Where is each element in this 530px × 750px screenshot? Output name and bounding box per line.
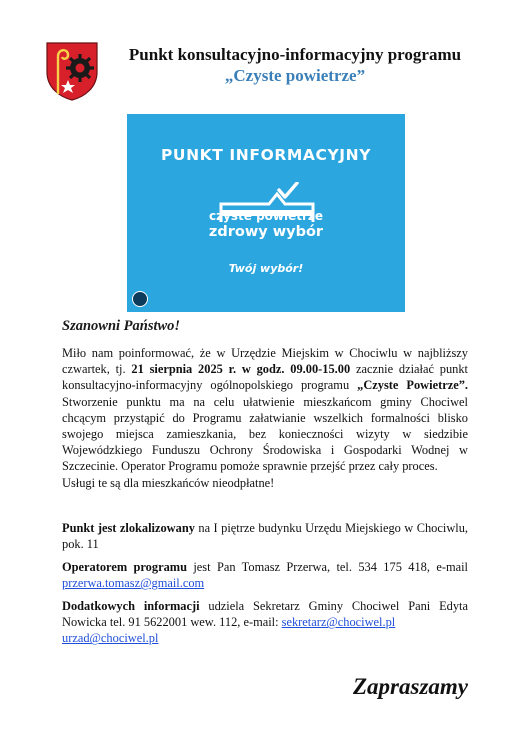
paragraph-intro — [62, 345, 468, 475]
page-title: Punkt konsultacyjno-informacyjny programu — [128, 45, 462, 64]
greeting: Szanowni Państwo! — [62, 318, 181, 334]
office-email-link[interactable]: urzad@chociwel.pl — [62, 631, 159, 646]
banner-logo-icon — [132, 291, 148, 307]
paragraph-location — [62, 520, 468, 552]
program-banner — [127, 114, 405, 312]
paragraph-operator — [62, 559, 468, 591]
banner-tag-line1: czyste powietrze — [208, 209, 324, 223]
closing-text: Zapraszamy — [353, 674, 468, 699]
intro-date: 21 sierpnia 2025 r. w godz. 09.00-15.00 — [131, 362, 351, 377]
operator-text: jest Pan Tomasz Przerwa, tel. 534 175 418, e-mail — [186, 560, 468, 574]
intro-text-a: Miło nam poinformować, że w Urzędzie Miejskim w Chociwlu w najbliższy czwartek, tj. — [62, 346, 468, 377]
secretary-email-link[interactable]: sekretarz@chociwel.pl — [281, 615, 396, 630]
intro-text-e: Stworzenie punktu ma na celu ułatwienie mieszkańcom gminy Chociwel chcącym przystąpić do Programu załatwianie wszelkich formalności blisko swojego miejsca zamieszkania, bez konieczności wizyty w siedzibie Wojewódzkiego Funduszu Ochrony Środowiska i Gospodarki Wodnej w Szczecinie. Operator Programu pomoże sprawnie przejść przez cały proces. — [62, 394, 468, 474]
banner-slogan: Twój wybór! — [228, 262, 304, 275]
operator-label: Operatorem programu — [62, 560, 187, 574]
paragraph-additional-info — [62, 598, 468, 647]
additional-info-text: udziela Sekretarz Gminy Chociwel Pani Edyta Nowicka tel. 91 5622001 wew. 112, e-mail: — [62, 599, 468, 630]
banner-title: PUNKT INFORMACYJNY — [160, 146, 372, 164]
coat-of-arms-icon — [44, 40, 100, 102]
banner-tag-line2: zdrowy wybór — [208, 224, 324, 240]
intro-program-name: „Czyste Powietrze”. — [357, 378, 468, 393]
header-title-block — [110, 44, 480, 86]
location-text: na I piętrze budynku Urzędu Miejskiego w Chociwlu, pok. 11 — [62, 521, 469, 552]
paragraph-free-services: Usługi te są dla mieszkańców nieodpłatne! — [62, 476, 275, 490]
page-subtitle: „Czyste powietrze” — [224, 66, 366, 85]
intro-text-c: zacznie działać punkt konsultacyjno-informacyjny ogólnopolskiego programu — [62, 362, 468, 393]
additional-info-label: Dodatkowych informacji — [62, 599, 200, 613]
operator-email-link[interactable]: przerwa.tomasz@gmail.com — [62, 576, 205, 591]
location-label: Punkt jest zlokalizowany — [62, 521, 195, 535]
